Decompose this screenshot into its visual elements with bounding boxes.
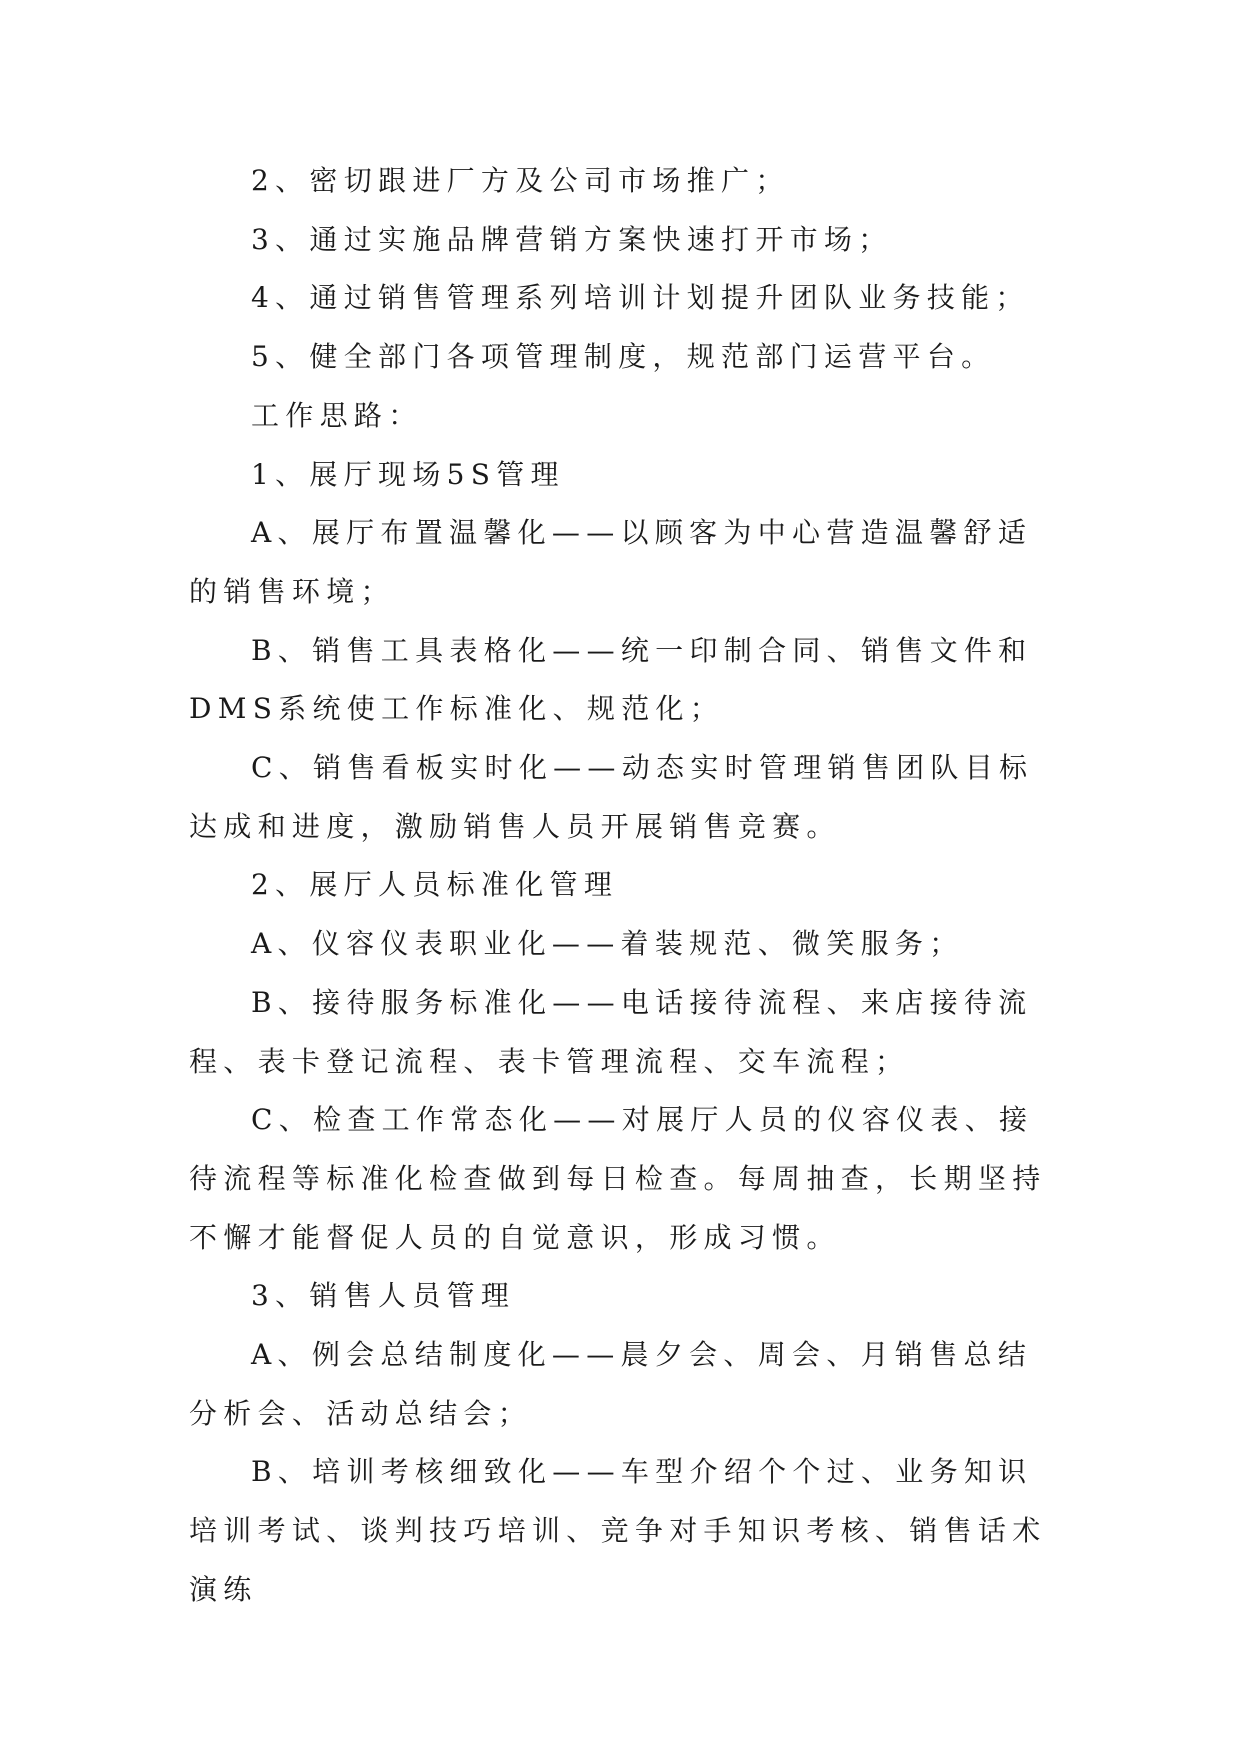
subheading-sales-staff: 3、销售人员管理 bbox=[251, 1279, 516, 1313]
document-body bbox=[189, 152, 1051, 1620]
paragraph-inspection: C、检查工作常态化——对展厅人员的仪容仪表、接待流程等标准化检查做到每日检查。每周抽查，长期坚持不懈才能督促人员的自觉意识，形成习惯。 bbox=[189, 1103, 1047, 1254]
paragraph-showroom-layout: A、展厅布置温馨化——以顾客为中心营造温馨舒适的销售环境； bbox=[189, 516, 1033, 608]
paragraph-meetings: A、例会总结制度化——晨夕会、周会、月销售总结分析会、活动总结会； bbox=[189, 1338, 1033, 1430]
subheading-staff-standardization: 2、展厅人员标准化管理 bbox=[251, 868, 619, 902]
section-heading-work-ideas: 工作思路： bbox=[251, 398, 423, 432]
paragraph-sales-board: C、销售看板实时化——动态实时管理销售团队目标达成和进度，激励销售人员开展销售竞赛。 bbox=[189, 751, 1034, 843]
paragraph-goal-4: 4、通过销售管理系列培训计划提升团队业务技能； bbox=[251, 281, 1030, 315]
paragraph-reception: B、接待服务标准化——电话接待流程、来店接待流程、表卡登记流程、表卡管理流程、交车流程； bbox=[189, 985, 1033, 1078]
paragraph-training: B、培训考核细致化——车型介绍个个过、业务知识培训考试、谈判技巧培训、竞争对手知识考核、销售话术演练 bbox=[189, 1455, 1047, 1606]
paragraph-appearance: A、仪容仪表职业化——着装规范、微笑服务； bbox=[251, 927, 964, 961]
paragraph-goal-2: 2、密切跟进厂方及公司市场推广； bbox=[251, 164, 790, 197]
paragraph-goal-5: 5、健全部门各项管理制度，规范部门运营平台。 bbox=[251, 340, 996, 374]
paragraph-goal-3: 3、通过实施品牌营销方案快速打开市场； bbox=[251, 222, 893, 256]
paragraph-sales-tools: B、销售工具表格化——统一印制合同、销售文件和DMS系统使工作标准化、规范化； bbox=[189, 633, 1033, 726]
subheading-showroom-5s: 1、展厅现场5S管理 bbox=[251, 457, 565, 491]
